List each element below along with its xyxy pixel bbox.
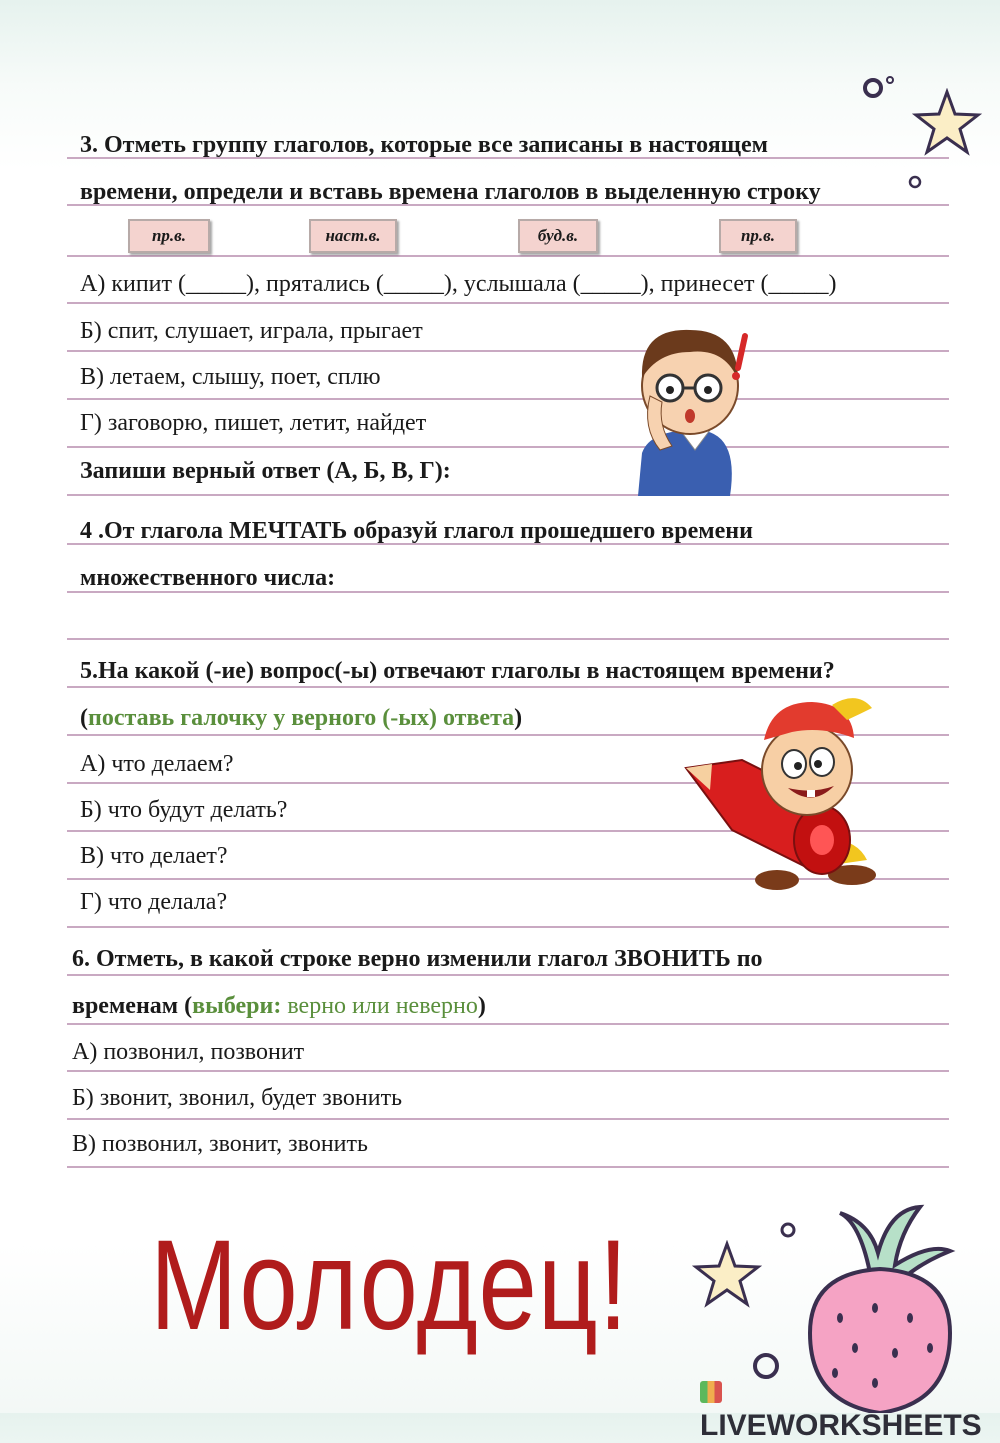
tense-tag-present[interactable]: наст.в. (309, 219, 397, 253)
q6-title-choices: верно или неверно (281, 993, 478, 1019)
tense-tag-past-2[interactable]: пр.в. (719, 219, 797, 253)
q5-hint (80, 703, 522, 733)
rule-line (67, 446, 949, 448)
q3-option-g[interactable]: Г) заговорю, пишет, летит, найдет (80, 410, 427, 436)
rule-line (67, 1118, 949, 1120)
q3-answer-prompt: Запиши верный ответ (А, Б, В, Г): (80, 458, 451, 484)
q3-option-b[interactable]: Б) спит, слушает, играла, прыгает (80, 318, 423, 344)
circle-decoration-icon (905, 172, 925, 192)
star-icon (692, 1240, 762, 1310)
q4-title-line2: множественного числа: (80, 565, 336, 591)
thinking-boy-illustration (620, 318, 770, 498)
rule-line (67, 1023, 949, 1025)
praise-text: Молодец! (150, 1214, 629, 1357)
brand-logo (700, 1375, 1000, 1443)
rule-line (67, 1166, 949, 1168)
rule-line (67, 494, 949, 496)
q5-option-a[interactable]: А) что делаем? (80, 751, 234, 777)
star-icon (912, 88, 982, 158)
brand-logo-icon (700, 1381, 722, 1403)
brand-logo-text: LIVEWORKSHEETS (700, 1409, 982, 1442)
rule-line (67, 974, 949, 976)
rule-line (67, 398, 949, 400)
q5-option-b[interactable]: Б) что будут делать? (80, 797, 288, 823)
q4-title-line1: 4 .От глагола МЕЧТАТЬ образуй глагол прошедшего времени (80, 518, 753, 544)
rule-line (67, 638, 949, 640)
rule-line (67, 686, 949, 688)
circle-decoration-icon (858, 72, 898, 112)
q5-option-v[interactable]: В) что делает? (80, 843, 228, 869)
tense-tag-future[interactable]: буд.в. (518, 219, 598, 253)
rule-line (67, 255, 949, 257)
circle-decoration-icon (776, 1218, 800, 1242)
q6-title-part-d: ) (477, 993, 486, 1019)
q5-hint-close: ) (514, 705, 523, 731)
q6-option-v[interactable]: В) позвонил, звонит, звонить (72, 1131, 368, 1157)
tense-tag-past-1[interactable]: пр.в. (128, 219, 210, 253)
q6-option-b[interactable]: Б) звонит, звонил, будет звонить (72, 1085, 403, 1111)
rule-line (67, 1070, 949, 1072)
rule-line (67, 350, 949, 352)
q3-title-line1: 3. Отметь группу глаголов, которые все записаны в настоящем (80, 132, 768, 158)
q3-option-v[interactable]: В) летаем, слышу, поет, сплю (80, 364, 381, 390)
q5-title: 5.На какой (-ие) вопрос(-ы) отвечают глаголы в настоящем времени? (80, 658, 835, 684)
q6-title-line1: 6. Отметь, в какой строке верно изменили глагол ЗВОНИТЬ по (72, 946, 763, 972)
q5-hint-text: поставь галочку у верного (-ых) ответа (88, 705, 515, 731)
q3-title-line2: времени, определи и вставь времена глаголов в выделенную строку (80, 179, 821, 205)
q6-title-part-a: временам ( (72, 993, 193, 1019)
q3-option-a[interactable]: А) кипит (_____), прятались (_____), услышала (_____), принесет (_____) (80, 271, 837, 297)
q6-option-a[interactable]: А) позвонил, позвонит (72, 1039, 305, 1065)
rule-line (67, 302, 949, 304)
q5-option-g[interactable]: Г) что делала? (80, 889, 228, 915)
q6-title-line2 (72, 991, 486, 1021)
q4-answer-field[interactable] (70, 598, 946, 634)
q5-hint-open: ( (80, 705, 88, 731)
pencil-kid-illustration (682, 690, 887, 900)
q6-title-choose: выбери: (192, 993, 282, 1019)
rule-line (67, 926, 949, 928)
